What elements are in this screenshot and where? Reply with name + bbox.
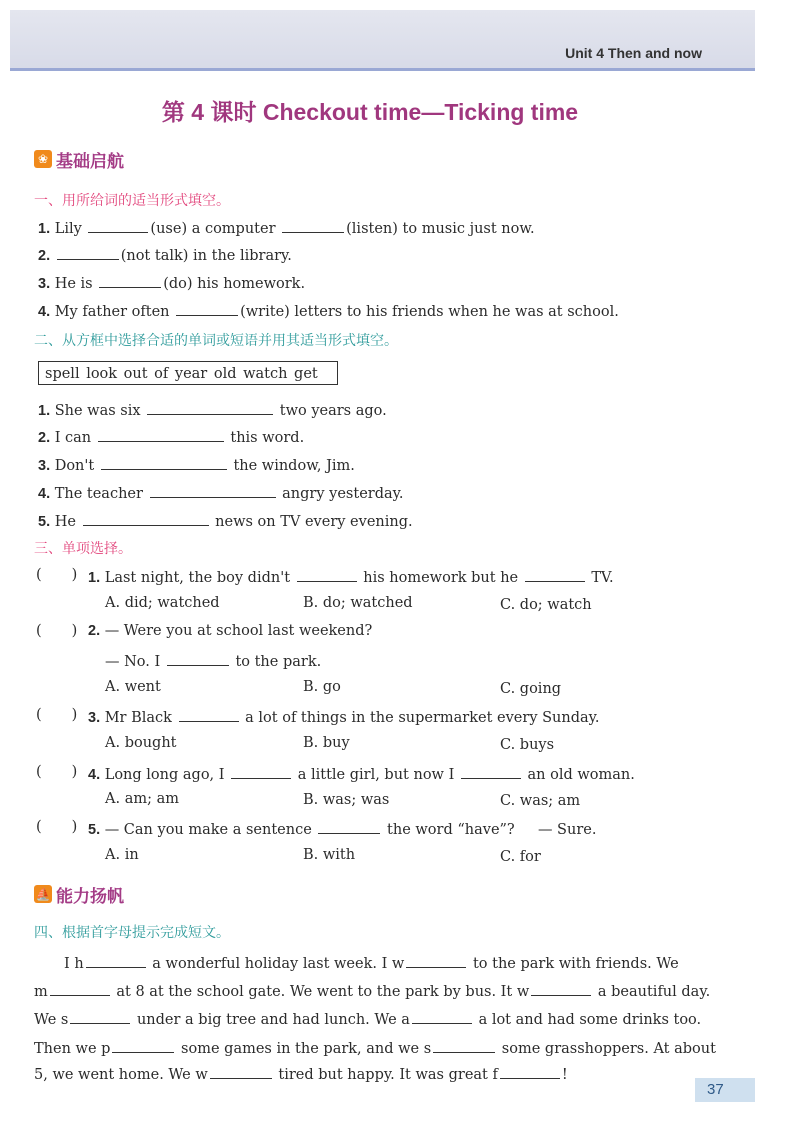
answer-blank[interactable]: [531, 981, 591, 996]
sailboat-icon: ⛵: [35, 887, 51, 901]
option-c[interactable]: C. was; am: [500, 793, 581, 809]
answer-blank[interactable]: [83, 511, 209, 526]
answer-blank: [297, 567, 357, 582]
question-c3: 3. Mr Black a lot of things in the supermarket every Sunday.: [88, 707, 600, 726]
option-b[interactable]: B. go: [303, 679, 341, 695]
option-a[interactable]: A. did; watched: [105, 595, 220, 611]
question-a2: 2. (not talk) in the library.: [38, 245, 292, 264]
question-a1: 1. Lily (use) a computer (listen) to music just now.: [38, 218, 535, 237]
answer-paren[interactable]: ( ): [36, 819, 78, 835]
page-number: 37: [695, 1078, 755, 1102]
answer-blank[interactable]: [57, 245, 119, 260]
answer-blank[interactable]: [433, 1038, 495, 1053]
option-a[interactable]: A. bought: [105, 735, 177, 751]
answer-blank[interactable]: [112, 1038, 174, 1053]
answer-blank[interactable]: [282, 218, 344, 233]
word-box: spell look out of year old watch get: [38, 361, 338, 385]
answer-blank[interactable]: [500, 1064, 560, 1079]
answer-blank: [461, 764, 521, 779]
question-b1: 1. She was six two years ago.: [38, 400, 387, 419]
answer-blank[interactable]: [150, 483, 276, 498]
question-b2: 2. I can this word.: [38, 427, 304, 446]
leaf-icon: ❀: [34, 150, 52, 168]
passage-line-4: Then we p some games in the park, and we s some grasshoppers. At about: [34, 1038, 716, 1057]
option-c[interactable]: C. for: [500, 849, 541, 865]
option-a[interactable]: A. went: [105, 679, 161, 695]
answer-blank[interactable]: [176, 301, 238, 316]
answer-blank[interactable]: [101, 455, 227, 470]
option-b[interactable]: B. do; watched: [303, 595, 413, 611]
option-a[interactable]: A. am; am: [105, 791, 179, 807]
answer-blank: [179, 707, 239, 722]
passage-line-1: I h a wonderful holiday last week. I w to the park with friends. We: [64, 953, 679, 972]
question-c5: 5. — Can you make a sentence the word “have”? — Sure.: [88, 819, 596, 838]
section-heading-ability: [34, 882, 124, 906]
part-c-heading: 三、单项选择。: [34, 541, 132, 557]
option-b[interactable]: B. buy: [303, 735, 350, 751]
answer-blank[interactable]: [88, 218, 148, 233]
option-c[interactable]: C. going: [500, 681, 562, 697]
question-b3: 3. Don't the window, Jim.: [38, 455, 355, 474]
answer-blank[interactable]: [147, 400, 273, 415]
option-c[interactable]: C. buys: [500, 737, 555, 753]
option-c[interactable]: C. do; watch: [500, 597, 592, 613]
answer-paren[interactable]: ( ): [36, 764, 78, 780]
answer-blank[interactable]: [98, 427, 224, 442]
answer-blank: [167, 651, 229, 666]
option-b[interactable]: B. with: [303, 847, 356, 863]
passage-line-2: m at 8 at the school gate. We went to the park by bus. It w a beautiful day.: [34, 981, 710, 1000]
part-a-heading: 一、用所给词的适当形式填空。: [34, 193, 230, 209]
answer-blank[interactable]: [99, 273, 161, 288]
option-a[interactable]: A. in: [105, 847, 139, 863]
section-title: 基础启航: [56, 151, 124, 172]
lesson-title: 第 4 课时 Checkout time—Ticking time: [161, 99, 579, 125]
header-band: [10, 10, 755, 71]
part-d-heading: 四、根据首字母提示完成短文。: [34, 925, 230, 941]
answer-blank: [231, 764, 291, 779]
passage-line-3: We s under a big tree and had lunch. We a a lot and had some drinks too.: [34, 1009, 701, 1028]
answer-blank: [525, 567, 585, 582]
section-heading-basic: [34, 147, 124, 171]
question-c2-reply: — No. I to the park.: [105, 651, 321, 670]
question-a4: 4. My father often (write) letters to his friends when he was at school.: [38, 301, 619, 320]
question-c2: 2. — Were you at school last weekend?: [88, 623, 373, 639]
answer-blank[interactable]: [86, 953, 146, 968]
unit-label: Unit 4 Then and now: [565, 45, 702, 61]
question-b4: 4. The teacher angry yesterday.: [38, 483, 404, 502]
part-b-heading: 二、从方框中选择合适的单词或短语并用其适当形式填空。: [34, 333, 398, 349]
answer-paren[interactable]: ( ): [36, 623, 78, 639]
passage-line-5: 5, we went home. We w tired but happy. It was great f !: [34, 1064, 568, 1083]
section-title: 能力扬帆: [56, 886, 124, 907]
answer-blank[interactable]: [210, 1064, 272, 1079]
answer-blank[interactable]: [412, 1009, 472, 1024]
answer-blank: [318, 819, 380, 834]
answer-blank[interactable]: [70, 1009, 130, 1024]
answer-paren[interactable]: ( ): [36, 707, 78, 723]
answer-blank[interactable]: [406, 953, 466, 968]
answer-blank[interactable]: [50, 981, 110, 996]
question-c4: 4. Long long ago, I a little girl, but now I an old woman.: [88, 764, 635, 783]
question-a3: 3. He is (do) his homework.: [38, 273, 305, 292]
question-c1: 1. Last night, the boy didn't his homework but he TV.: [88, 567, 614, 586]
question-b5: 5. He news on TV every evening.: [38, 511, 413, 530]
answer-paren[interactable]: ( ): [36, 567, 78, 583]
option-b[interactable]: B. was; was: [303, 792, 390, 808]
